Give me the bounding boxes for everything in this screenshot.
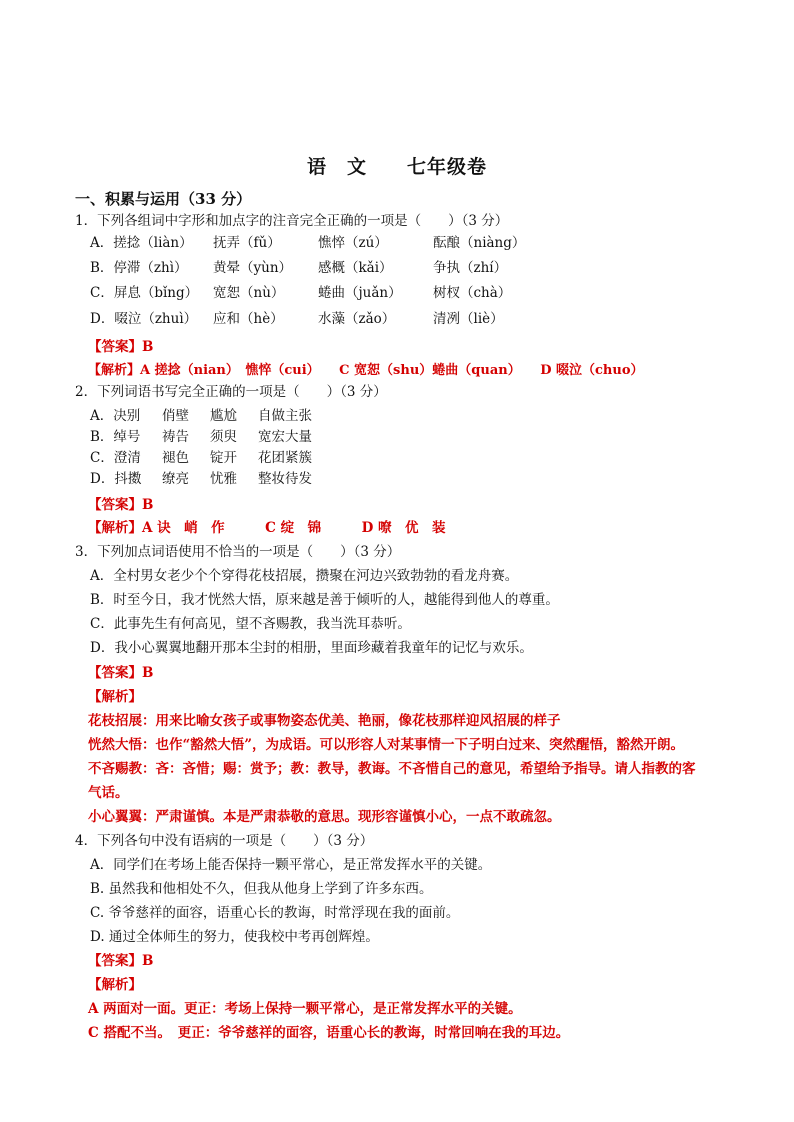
- q2-cell: 尴尬: [210, 408, 237, 424]
- question-1-row-d: [90, 310, 553, 328]
- question-3-note: 恍然大悟：也作“豁然大悟”，为成语。可以形容人对某事情一下子明白过来、突然醒悟，豁然开朗。: [88, 737, 685, 753]
- q2-cell: 自做主张: [258, 408, 312, 424]
- q2-cell: 俏壁: [162, 408, 189, 424]
- q1-cell: 树杈（chà）: [433, 285, 512, 301]
- question-4-option-a: A．同学们在考场上能否保持一颗平常心，是正常发挥水平的关键。: [90, 857, 492, 873]
- question-2-row-d: [90, 470, 368, 488]
- question-3-answer: 【答案】B: [88, 665, 154, 681]
- q2-cell: A．决别: [90, 408, 141, 424]
- question-3-analysis-label: 【解析】: [88, 689, 142, 705]
- q1-cell: 黄晕（yùn）: [213, 260, 293, 276]
- question-1-row-c: [90, 284, 553, 302]
- q2-cell: 花团紧簇: [258, 450, 312, 466]
- q1-cell: 蜷曲（juǎn）: [318, 285, 402, 301]
- page-title: 语 文 七年级卷: [306, 156, 487, 178]
- question-2-answer: 【答案】B: [88, 497, 154, 513]
- question-4-note: C 搭配不当。 更正：爷爷慈祥的面容，语重心长的教诲，时常回响在我的耳边。: [88, 1025, 570, 1041]
- section-heading: 一、积累与运用（33 分）: [75, 190, 252, 208]
- q1-cell: 抚弄（fǔ）: [213, 235, 281, 251]
- question-4-note: A 两面对一面。更正：考场上保持一颗平常心，是正常发挥水平的关键。: [88, 1001, 522, 1017]
- question-1-analysis: 【解析】A 搓捻（nian） 憔悴（cui） C 宽恕（shu）蜷曲（quan） D 啜泣（chuo）: [88, 363, 644, 378]
- question-4-answer: 【答案】B: [88, 953, 154, 969]
- q2-cell: 须臾: [210, 429, 237, 445]
- q1-cell: 争执（zhí）: [433, 260, 508, 276]
- question-1-row-a: [90, 234, 553, 252]
- q2-cell: 宽宏大量: [258, 429, 312, 445]
- question-1-answer: 【答案】B: [88, 339, 154, 355]
- q1-cell: 宽恕（nù）: [213, 285, 285, 301]
- question-3-note: 不吝赐教：吝：吝惜；赐：赏予；教：教导，教诲。不吝惜自己的意见，希望给予指导。请人指教的客: [88, 761, 696, 777]
- q2-cell: C．澄清: [90, 450, 141, 466]
- question-3-option-c: C．此事先生有何高见，望不吝赐教，我当洗耳恭听。: [90, 616, 411, 632]
- question-3-option-a: A．全村男女老少个个穿得花枝招展，攒聚在河边兴致勃勃的看龙舟赛。: [90, 568, 519, 584]
- question-2-row-c: [90, 449, 368, 467]
- q1-cell: C．屏息（bǐng）: [90, 285, 199, 301]
- q2-cell: B．绰号: [90, 429, 141, 445]
- question-4-option-c: C. 爷爷慈祥的面容，语重心长的教诲，时常浮现在我的面前。: [90, 905, 460, 921]
- q2-cell: 锭开: [210, 450, 237, 466]
- question-2-analysis: 【解析】A 诀 峭 作 C 绽 锦 D 嘹 优 装: [88, 520, 446, 536]
- question-3-stem: 3．下列加点词语使用不恰当的一项是（ ）（3 分）: [75, 544, 401, 560]
- question-4-option-b: B. 虽然我和他相处不久，但我从他身上学到了许多东西。: [90, 881, 433, 897]
- q1-cell: 酝酿（niàng）: [433, 235, 526, 251]
- q1-cell: 清冽（liè）: [433, 311, 504, 327]
- question-4-analysis-label: 【解析】: [88, 977, 142, 993]
- question-4-option-d: D. 通过全体师生的努力，使我校中考再创辉煌。: [90, 929, 379, 945]
- q1-cell: 水藻（zǎo）: [318, 311, 396, 327]
- question-2-stem: 2．下列词语书写完全正确的一项是（ ）（3 分）: [75, 384, 387, 400]
- q2-cell: 忧雅: [210, 471, 237, 487]
- question-2-row-a: [90, 407, 368, 425]
- q1-cell: 感概（kǎi）: [318, 260, 393, 276]
- question-3-note: 花枝招展：用来比喻女孩子或事物姿态优美、艳丽，像花枝那样迎风招展的样子: [88, 713, 561, 729]
- question-3-note: 气话。: [88, 785, 129, 801]
- question-3-note: 小心翼翼：严肃谨慎。本是严肃恭敬的意思。现形容谨慎小心，一点不敢疏忽。: [88, 809, 561, 825]
- question-4-stem: 4．下列各句中没有语病的一项是（ ）（3 分）: [75, 833, 374, 849]
- q2-cell: 褪色: [162, 450, 189, 466]
- q2-cell: 缭亮: [162, 471, 189, 487]
- q1-cell: A．搓捻（liàn）: [90, 235, 193, 251]
- q1-cell: B．停滞（zhì）: [90, 260, 188, 276]
- question-3-option-d: D．我小心翼翼地翻开那本尘封的相册，里面珍藏着我童年的记忆与欢乐。: [90, 640, 533, 656]
- q2-cell: D．抖擞: [90, 471, 142, 487]
- q2-cell: 祷告: [162, 429, 189, 445]
- question-1-row-b: [90, 259, 553, 277]
- q1-cell: 憔悴（zú）: [318, 235, 388, 251]
- question-3-option-b: B．时至今日，我才恍然大悟，原来越是善于倾听的人，越能得到他人的尊重。: [90, 592, 559, 608]
- question-2-row-b: [90, 428, 368, 446]
- q1-cell: 应和（hè）: [213, 311, 284, 327]
- q1-cell: D．啜泣（zhuì）: [90, 311, 198, 327]
- q2-cell: 整妆待发: [258, 471, 312, 487]
- question-1-stem: 1．下列各组词中字形和加点字的注音完全正确的一项是（ ）（3 分）: [75, 213, 509, 229]
